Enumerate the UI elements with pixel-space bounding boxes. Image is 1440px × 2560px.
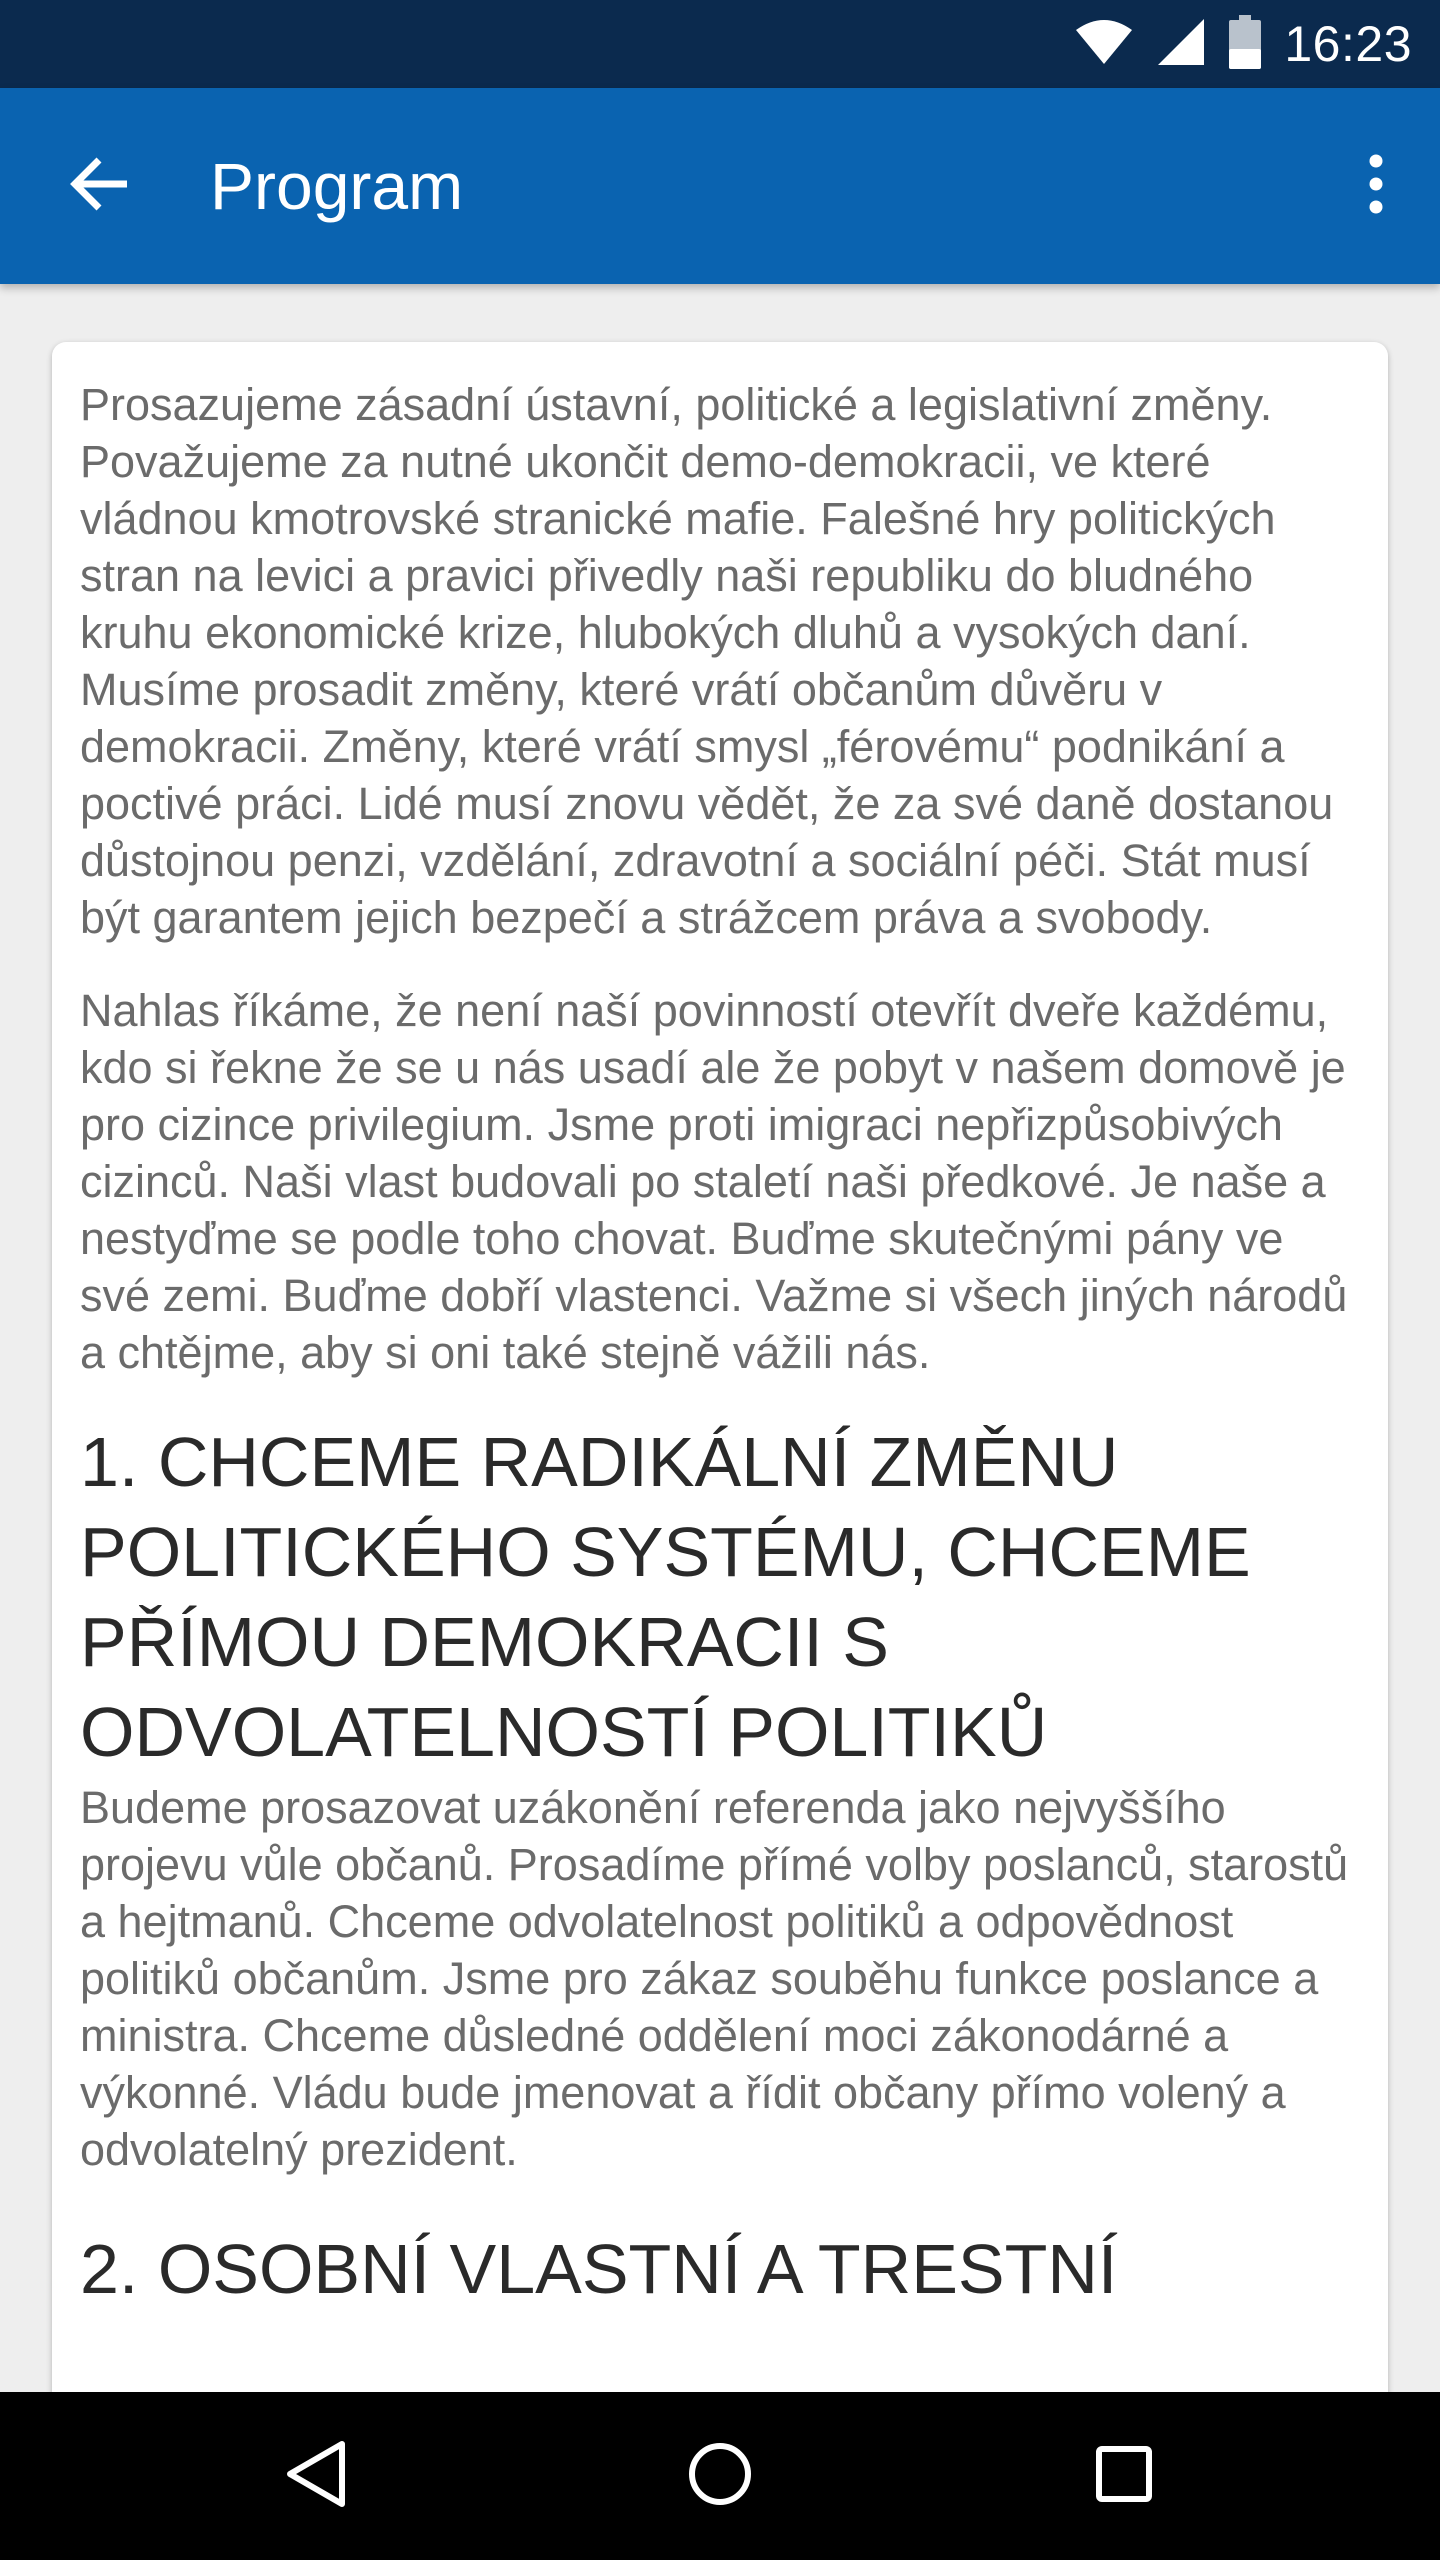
navigation-bar	[0, 2392, 1440, 2560]
nav-home-button[interactable]	[660, 2426, 780, 2526]
content-scroll[interactable]	[0, 284, 1440, 2392]
nav-back-icon	[284, 2439, 348, 2514]
back-button[interactable]	[44, 138, 154, 234]
status-time: 16:23	[1284, 16, 1412, 72]
nav-back-button[interactable]	[256, 2426, 376, 2526]
section-body-1: Budeme prosazovat uzákonění referenda jako nejvyššího projevu vůle občanů. Prosadíme přímé volby poslanců, starostů a hejtmanů. Chceme odvolatelnost politiků a odpovědnost politiků občanům. Jsme pro zákaz souběhu funkce poslance a ministra. Chceme důsledné oddělení moci zákonodárné a výkonné. Vládu bude jmenovat a řídit občany přímo volený a odvolatelný prezident.	[80, 1782, 1349, 2175]
status-icons	[1074, 0, 1412, 88]
battery-icon	[1228, 15, 1262, 74]
wifi-icon	[1074, 18, 1134, 71]
status-bar	[0, 0, 1440, 88]
intro-paragraph-2: Nahlas říkáme, že není naší povinností otevřít dveře každému, kdo si řekne že se u nás usadí ale že pobyt v našem domově je pro cizince privilegium. Jsme proti imigraci nepřizpůsobivých cizinců. Naši vlast budovali po staletí naši předkové. Je naše a nestyďme se podle toho chovat. Buďme skutečnými pány ve své zemi. Buďme dobří vlastenci. Važme si všech jiných národů a chtějme, aby si oni také stejně vážili nás.	[80, 985, 1348, 1378]
app-bar	[0, 88, 1440, 284]
intro-paragraph-1: Prosazujeme zásadní ústavní, politické a legislativní změny. Považujeme za nutné ukončit demo-demokracii, ve které vládnou kmotrovské stranické mafie. Falešné hry politických stran na levici a pravici přivedly naši republiku do bludného kruhu ekonomické krize, hlubokých dluhů a vysokých daní. Musíme prosadit změny, které vrátí občanům důvěru v demokracii. Změny, které vrátí smysl „férovému“ podnikání a poctivé práci. Lidé musí znovu vědět, že za své daně dostanou důstojnou penzi, vzdělání, zdravotní a sociální péči. Stát musí být garantem jejich bezpečí a strážcem práva a svobody.	[80, 379, 1334, 943]
more-options-button[interactable]	[1336, 138, 1416, 234]
more-vert-icon	[1366, 154, 1386, 219]
page-title: Program	[210, 149, 464, 223]
program-card	[52, 342, 1388, 2392]
section-heading-1: 1. CHCEME RADIKÁLNÍ ZMĚNU POLITICKÉHO SYSTÉMU, CHCEME PŘÍMOU DEMOKRACII S ODVOLATELNOSTÍ POLITIKŮ	[80, 1423, 1251, 1771]
section-heading-2: 2. OSOBNÍ VLASTNÍ A TRESTNÍ	[80, 2230, 1118, 2308]
signal-icon	[1156, 17, 1206, 72]
nav-home-icon	[687, 2441, 753, 2512]
arrow-back-icon	[69, 156, 129, 217]
nav-recents-icon	[1095, 2445, 1153, 2508]
nav-recents-button[interactable]	[1064, 2426, 1184, 2526]
